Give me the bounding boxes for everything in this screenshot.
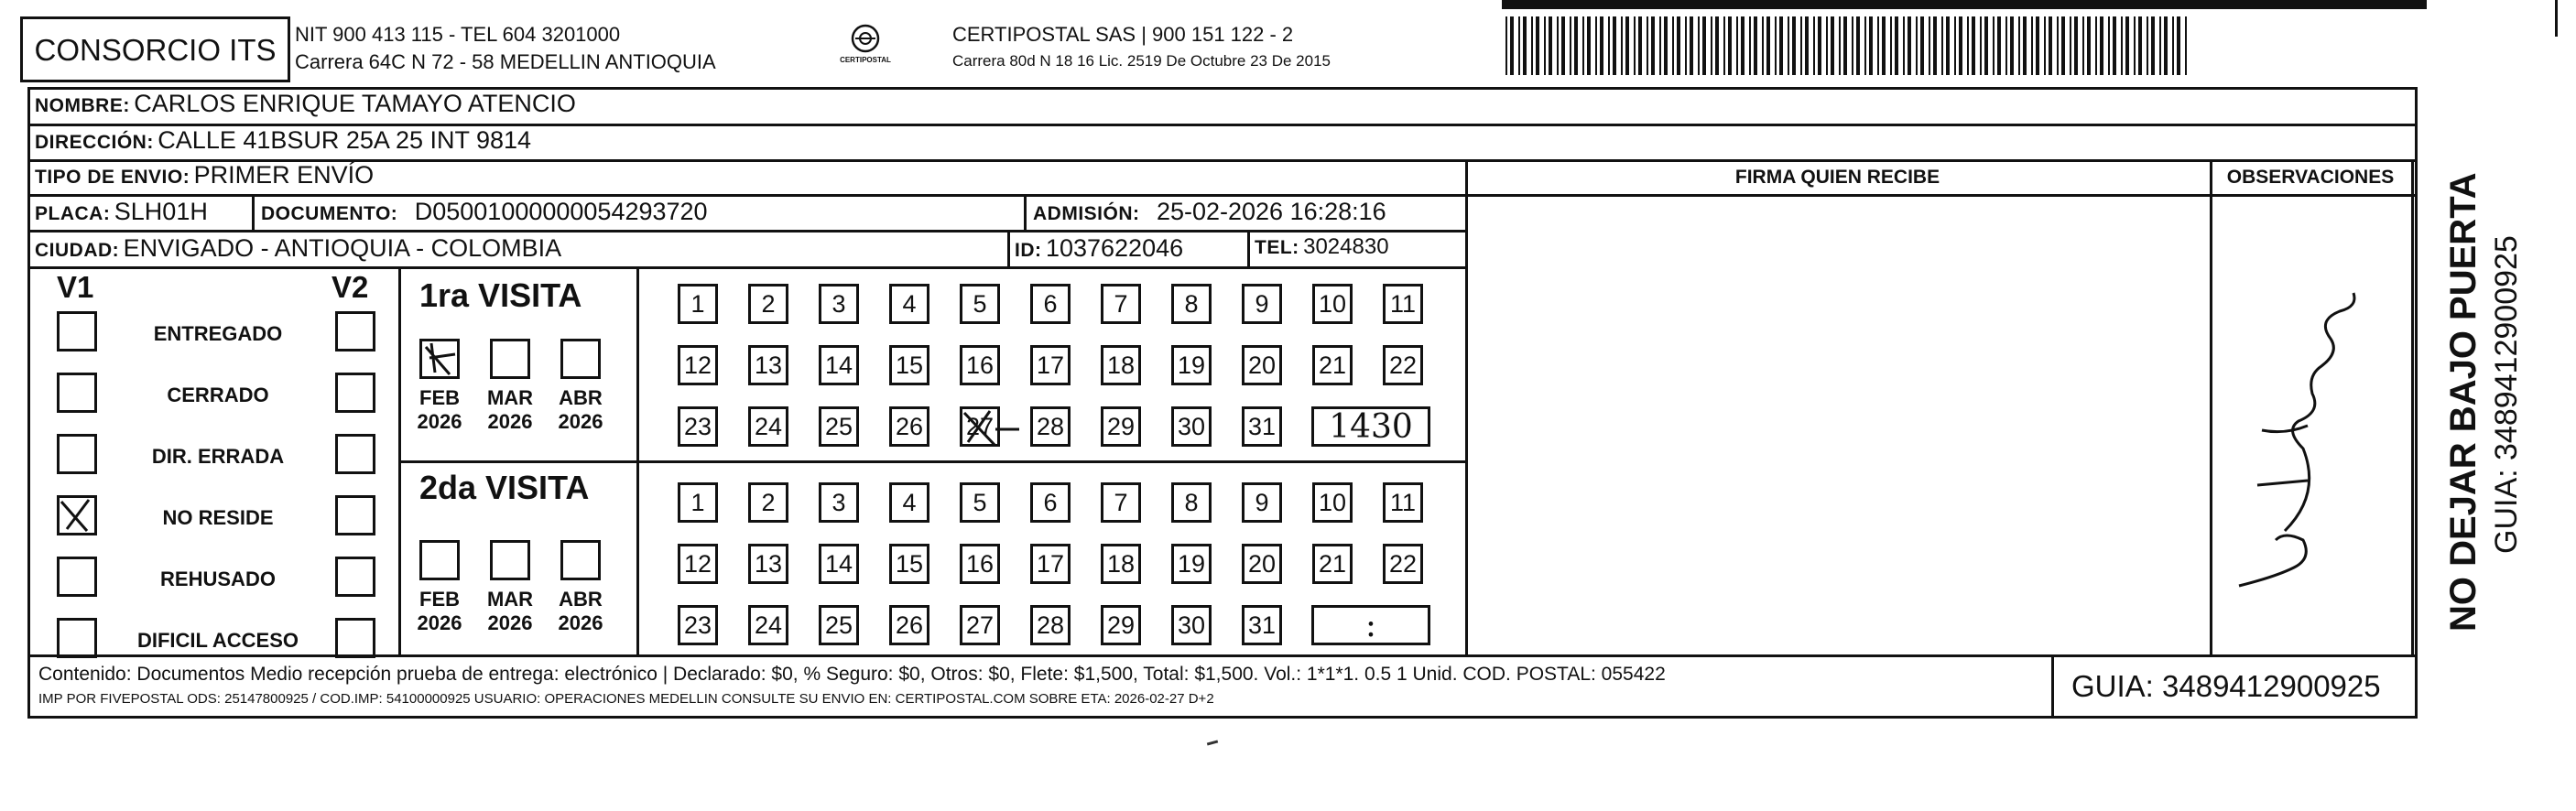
barcode-bar [2061, 16, 2065, 75]
day-box[interactable]: 23 [678, 406, 718, 447]
day-box[interactable]: 25 [819, 605, 859, 645]
barcode-bar [1715, 16, 1719, 75]
day-box[interactable]: 4 [889, 284, 929, 324]
logo-caption: CERTIPOSTAL [840, 56, 891, 64]
barcode-bar [2113, 16, 2116, 75]
barcode-bar [1510, 16, 1514, 75]
day-box[interactable]: 11 [1383, 284, 1423, 324]
day-box[interactable]: 14 [819, 544, 859, 584]
stray-mark [1207, 740, 1218, 745]
day-box[interactable]: 23 [678, 605, 718, 645]
barcode-bar [1775, 16, 1777, 75]
day-box[interactable]: 16 [960, 544, 1000, 584]
barcode-bar [1570, 16, 1571, 75]
day-box[interactable]: 28 [1030, 406, 1071, 447]
documento-value: D05001000000054293720 [414, 198, 708, 225]
day-box[interactable]: 11 [1383, 482, 1423, 523]
tel-value: 3024830 [1303, 234, 1389, 259]
barcode-bar [1954, 16, 1956, 75]
barcode-bar [1993, 16, 1994, 75]
day-box[interactable]: 15 [889, 544, 929, 584]
month-checkbox[interactable] [419, 540, 460, 580]
barcode-bar [1531, 16, 1533, 75]
barcode-bar [1574, 16, 1578, 75]
day-box[interactable]: 18 [1101, 345, 1141, 385]
placa-label: PLACA: [35, 203, 111, 224]
day-box[interactable]: 8 [1171, 284, 1212, 324]
status-label: CERRADO [167, 384, 269, 406]
day-box[interactable]: 13 [748, 544, 788, 584]
company-address: Carrera 64C N 72 - 58 MEDELLIN ANTIOQUIA [295, 50, 716, 73]
barcode-bar [1561, 16, 1565, 75]
barcode-bar [2125, 16, 2129, 75]
tel-label: TEL: [1255, 237, 1299, 258]
barcode-bar [1852, 16, 1853, 75]
day-box[interactable]: 10 [1312, 284, 1353, 324]
imp-line: IMP POR FIVEPOSTAL ODS: 25147800925 / COD.IMP: 54100000925 USUARIO: OPERACIONES MEDELLIN CONSULTE SU ENVIO EN: CERTIPOSTAL.COM SOBRE ETA: 2026-02-27 D+2 [38, 691, 1214, 707]
day-box[interactable]: 6 [1030, 284, 1071, 324]
month-label: ABR 2026 [558, 588, 603, 635]
barcode-bar [1895, 16, 1898, 75]
barcode [1504, 16, 2190, 75]
barcode-bar [1967, 16, 1969, 75]
day-box[interactable]: 28 [1030, 605, 1071, 645]
second-visit-title: 2da VISITA [419, 469, 590, 506]
barcode-bar [1843, 16, 1847, 75]
id-row [1015, 236, 1183, 261]
v2-checkbox[interactable] [335, 557, 375, 597]
barcode-bar [1980, 16, 1982, 75]
v1-checkbox[interactable] [57, 434, 97, 474]
direccion-label: DIRECCIÓN: [35, 132, 154, 153]
barcode-bar [2087, 16, 2091, 75]
barcode-bar [2082, 16, 2084, 75]
barcode-bar [1946, 16, 1950, 75]
barcode-bar [1972, 16, 1975, 75]
barcode-bar [1672, 16, 1674, 75]
day-box[interactable]: 7 [1101, 284, 1141, 324]
day-box[interactable]: 12 [678, 345, 718, 385]
day-box[interactable]: 25 [819, 406, 859, 447]
barcode-bar [1698, 16, 1700, 75]
day-cross-mark [959, 406, 1023, 458]
barcode-bar [2185, 16, 2187, 75]
barcode-bar [1518, 16, 1520, 75]
barcode-bar [2121, 16, 2123, 75]
barcode-bar [1659, 16, 1661, 75]
month-label: MAR 2026 [486, 588, 534, 635]
day-box[interactable]: 22 [1383, 544, 1423, 584]
nombre-value: CARLOS ENRIQUE TAMAYO ATENCIO [134, 90, 576, 117]
day-box[interactable]: 17 [1030, 544, 1071, 584]
barcode-bar [1595, 16, 1597, 75]
barcode-bar [2159, 16, 2161, 75]
day-box[interactable]: 27 [960, 406, 1000, 447]
barcode-bar [1544, 16, 1546, 75]
barcode-bar [1536, 16, 1539, 75]
barcode-bar [2018, 16, 2020, 75]
barcode-bar [1723, 16, 1725, 75]
barcode-bar [2005, 16, 2007, 75]
barcode-bar [1638, 16, 1642, 75]
barcode-bar [2095, 16, 2097, 75]
nombre-label: NOMBRE: [35, 95, 130, 116]
barcode-bar [2049, 16, 2052, 75]
barcode-bar [1779, 16, 1783, 75]
barcode-bar [1813, 16, 1815, 75]
day-box[interactable]: 22 [1383, 345, 1423, 385]
carrier-logo [833, 22, 897, 68]
barcode-bar [1941, 16, 1943, 75]
barcode-bar [1916, 16, 1918, 75]
barcode-bar [2172, 16, 2174, 75]
day-box[interactable]: 29 [1101, 605, 1141, 645]
barcode-bar [1549, 16, 1552, 75]
barcode-bar [1766, 16, 1770, 75]
barcode-bar [1600, 16, 1603, 75]
barcode-bar [1805, 16, 1809, 75]
day-box[interactable]: 19 [1171, 345, 1212, 385]
barcode-bar [2100, 16, 2103, 75]
firma-header: FIRMA QUIEN RECIBE [1734, 167, 1940, 188]
barcode-bar [1582, 16, 1584, 75]
status-label: DIFICIL ACCESO [136, 629, 299, 652]
barcode-bar [1908, 16, 1911, 75]
observaciones-header: OBSERVACIONES [2226, 167, 2395, 188]
v2-checkbox[interactable] [335, 495, 375, 535]
barcode-bar [1505, 16, 1507, 75]
day-box[interactable]: 16 [960, 345, 1000, 385]
day-box[interactable]: 2 [748, 284, 788, 324]
day-box[interactable]: 8 [1171, 482, 1212, 523]
barcode-bar [1677, 16, 1680, 75]
barcode-bar [1882, 16, 1886, 75]
barcode-bar [1711, 16, 1712, 75]
barcode-bar [1877, 16, 1879, 75]
barcode-bar [1826, 16, 1828, 75]
day-box[interactable]: 17 [1030, 345, 1071, 385]
day-box[interactable]: 31 [1242, 605, 1282, 645]
barcode-bar [1647, 16, 1648, 75]
status-label: DIR. ERRADA [151, 445, 285, 468]
barcode-bar [2010, 16, 2014, 75]
barcode-bar [1741, 16, 1745, 75]
v1-checkbox[interactable] [57, 618, 97, 658]
time-box[interactable]: 1430 [1311, 406, 1430, 447]
nombre-row [35, 92, 576, 116]
month-label: FEB 2026 [417, 588, 462, 635]
barcode-bar [1728, 16, 1732, 75]
barcode-bar [2147, 16, 2148, 75]
month-checkbox[interactable] [560, 339, 601, 379]
barcode-bar [1754, 16, 1757, 75]
day-box[interactable]: 9 [1242, 284, 1282, 324]
barcode-bar [1933, 16, 1937, 75]
day-box[interactable]: 26 [889, 605, 929, 645]
direccion-value: CALLE 41BSUR 25A 25 INT 9814 [158, 126, 532, 154]
barcode-bar [1690, 16, 1693, 75]
ciudad-label: CIUDAD: [35, 240, 120, 261]
tipo-row [35, 163, 374, 188]
v2-checkbox[interactable] [335, 434, 375, 474]
day-box[interactable]: 10 [1312, 482, 1353, 523]
day-box[interactable]: 24 [748, 406, 788, 447]
barcode-bar [2070, 16, 2071, 75]
barcode-bar [1587, 16, 1591, 75]
day-box[interactable]: 3 [819, 482, 859, 523]
day-box[interactable]: 18 [1101, 544, 1141, 584]
nit-line: NIT 900 413 115 - TEL 604 3201000 [295, 23, 621, 46]
barcode-bar [1839, 16, 1841, 75]
documento-row [261, 200, 708, 224]
v2-checkbox[interactable] [335, 373, 375, 413]
day-box[interactable]: 19 [1171, 544, 1212, 584]
month-checkbox[interactable] [419, 339, 460, 379]
day-box[interactable]: 31 [1242, 406, 1282, 447]
day-box[interactable]: 29 [1101, 406, 1141, 447]
license-line: Carrera 80d N 18 16 Lic. 2519 De Octubre 23 De 2015 [952, 52, 1331, 70]
barcode-bar [1634, 16, 1636, 75]
day-box[interactable]: 21 [1312, 544, 1353, 584]
status-label: ENTREGADO [153, 322, 283, 345]
barcode-bar [2044, 16, 2046, 75]
day-box[interactable]: 4 [889, 482, 929, 523]
id-value: 1037622046 [1045, 234, 1184, 262]
day-box[interactable]: 1 [678, 284, 718, 324]
footer-guia: GUIA: 3489412900925 [2071, 669, 2381, 703]
placa-row [35, 200, 208, 224]
v2-checkbox[interactable] [335, 618, 375, 658]
day-box[interactable]: 20 [1242, 345, 1282, 385]
day-box[interactable]: 14 [819, 345, 859, 385]
month-checkbox[interactable] [560, 540, 601, 580]
barcode-bar [2023, 16, 2027, 75]
right-edge-mark [2555, 0, 2558, 37]
barcode-bar [1788, 16, 1789, 75]
barcode-bar [1762, 16, 1764, 75]
barcode-bar [2164, 16, 2168, 75]
barcode-bar [1523, 16, 1527, 75]
day-box[interactable]: 5 [960, 284, 1000, 324]
month-checkbox[interactable] [490, 540, 530, 580]
barcode-bar [1903, 16, 1905, 75]
day-box[interactable]: 7 [1101, 482, 1141, 523]
tipo-value: PRIMER ENVÍO [193, 161, 375, 189]
v1-checkbox[interactable] [57, 557, 97, 597]
first-visit-title: 1ra VISITA [419, 276, 582, 314]
side-guia: GUIA: 3489412900925 [2489, 235, 2524, 554]
barcode-bar [1613, 16, 1616, 75]
day-box[interactable]: 1 [678, 482, 718, 523]
id-label: ID: [1015, 240, 1042, 261]
month-label: FEB 2026 [417, 386, 462, 434]
month-checkbox[interactable] [490, 339, 530, 379]
ciudad-value: ENVIGADO - ANTIOQUIA - COLOMBIA [123, 234, 562, 262]
carrier-line: CERTIPOSTAL SAS | 900 151 122 - 2 [952, 23, 1294, 46]
day-box[interactable]: 30 [1171, 605, 1212, 645]
day-box[interactable]: 20 [1242, 544, 1282, 584]
company-box [20, 16, 290, 82]
barcode-bar [1929, 16, 1930, 75]
barcode-bar [1749, 16, 1751, 75]
barcode-bar [1959, 16, 1962, 75]
barcode-bar [1736, 16, 1738, 75]
barcode-bar [2177, 16, 2180, 75]
time-box[interactable]: : [1311, 605, 1430, 645]
admision-label: ADMISIÓN: [1033, 203, 1140, 224]
day-box[interactable]: 5 [960, 482, 1000, 523]
admision-value: 25-02-2026 16:28:16 [1156, 198, 1386, 225]
day-box[interactable]: 24 [748, 605, 788, 645]
status-label: REHUSADO [160, 568, 276, 590]
barcode-bar [2036, 16, 2039, 75]
barcode-bar [2074, 16, 2078, 75]
day-box[interactable]: 3 [819, 284, 859, 324]
v1-checkbox[interactable] [57, 311, 97, 351]
barcode-bar [1984, 16, 1988, 75]
top-edge-bar [1502, 0, 2427, 9]
barcode-bar [1818, 16, 1821, 75]
barcode-bar [2108, 16, 2110, 75]
barcode-bar [1685, 16, 1687, 75]
contenido-line: Contenido: Documentos Medio recepción prueba de entrega: electrónico | Declarado: $0, % Seguro: $0, Otros: $0, Flete: $1,500, Total: $1,500. Vol.: 1*1*1. 0.5 1 Unid. COD. POSTAL: 055422 [38, 664, 1666, 685]
admision-row [1033, 200, 1386, 224]
barcode-bar [1800, 16, 1802, 75]
day-box[interactable]: 2 [748, 482, 788, 523]
tipo-label: TIPO DE ENVIO: [35, 167, 190, 188]
documento-label: DOCUMENTO: [261, 203, 398, 224]
day-box[interactable]: 9 [1242, 482, 1282, 523]
barcode-bar [2031, 16, 2033, 75]
barcode-bar [1651, 16, 1655, 75]
barcode-bar [2151, 16, 2155, 75]
barcode-bar [1625, 16, 1629, 75]
barcode-bar [2057, 16, 2059, 75]
v1-label: V1 [57, 270, 94, 304]
direccion-row [35, 128, 531, 153]
barcode-bar [1856, 16, 1860, 75]
v2-checkbox[interactable] [335, 311, 375, 351]
barcode-bar [2138, 16, 2142, 75]
barcode-bar [1869, 16, 1873, 75]
month-label: MAR 2026 [486, 386, 534, 434]
placa-value: SLH01H [114, 198, 208, 225]
v1-checkbox[interactable] [57, 495, 97, 535]
day-box[interactable]: 6 [1030, 482, 1071, 523]
barcode-bar [1864, 16, 1866, 75]
ciudad-row [35, 236, 561, 261]
side-notice: NO DEJAR BAJO PUERTA [2443, 172, 2484, 632]
company-name: CONSORCIO ITS [34, 32, 277, 67]
day-box[interactable]: 27 [960, 605, 1000, 645]
day-box[interactable]: 26 [889, 406, 929, 447]
v1-checkbox[interactable] [57, 373, 97, 413]
status-label: NO RESIDE [162, 506, 274, 529]
barcode-bar [1997, 16, 2001, 75]
day-box[interactable]: 30 [1171, 406, 1212, 447]
tel-row [1255, 236, 1389, 258]
day-box[interactable]: 13 [748, 345, 788, 385]
month-label: ABR 2026 [558, 386, 603, 434]
barcode-bar [1920, 16, 1924, 75]
v2-label: V2 [332, 270, 369, 304]
barcode-bar [1792, 16, 1796, 75]
barcode-bar [1831, 16, 1834, 75]
barcode-bar [1702, 16, 1706, 75]
recipient-signature [2221, 265, 2404, 613]
barcode-bar [2134, 16, 2136, 75]
day-box[interactable]: 21 [1312, 345, 1353, 385]
barcode-bar [1621, 16, 1623, 75]
barcode-bar [1664, 16, 1668, 75]
barcode-bar [1557, 16, 1559, 75]
day-box[interactable]: 15 [889, 345, 929, 385]
barcode-bar [1608, 16, 1610, 75]
barcode-bar [1890, 16, 1892, 75]
day-box[interactable]: 12 [678, 544, 718, 584]
